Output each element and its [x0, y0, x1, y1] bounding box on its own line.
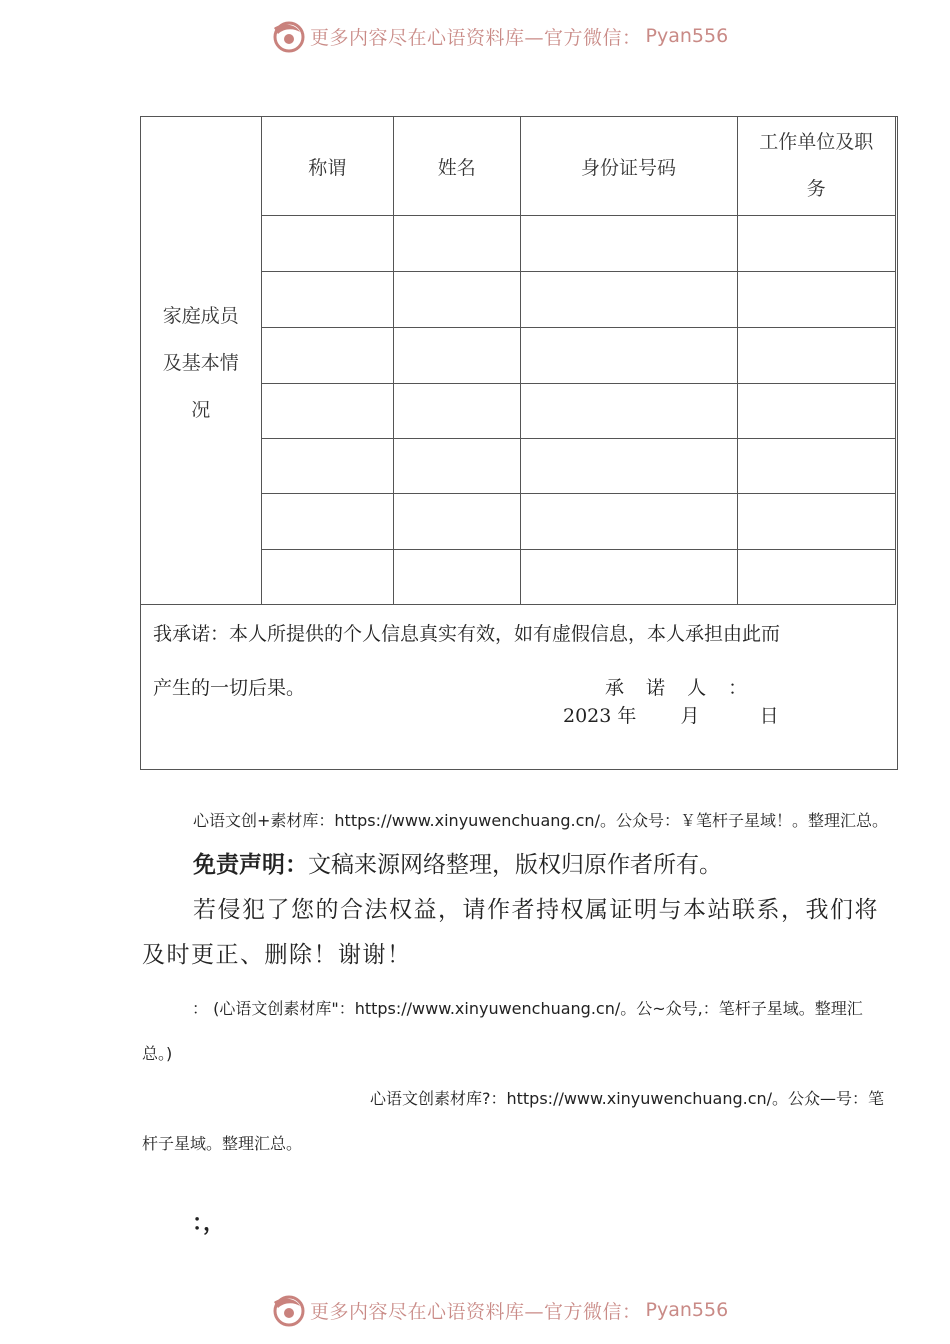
table-cell[interactable] [520, 550, 737, 605]
disclaimer-label: 免责声明： [193, 852, 308, 878]
table-cell[interactable] [394, 550, 521, 605]
table-cell[interactable] [520, 494, 737, 550]
footer-watermark [270, 1290, 790, 1330]
table-cell[interactable] [261, 216, 393, 272]
header-name: 姓名 [394, 117, 521, 216]
table-cell[interactable] [737, 384, 895, 439]
pledge-signer-label: 承 诺 人 ： [605, 677, 756, 699]
date-year: 2023 年 [563, 705, 637, 727]
family-members-table [140, 116, 896, 605]
table-cell[interactable] [737, 550, 895, 605]
table-cell[interactable] [520, 328, 737, 384]
table-cell[interactable] [737, 272, 895, 328]
table-cell[interactable] [261, 494, 393, 550]
table-cell[interactable] [520, 272, 737, 328]
table-cell[interactable] [261, 550, 393, 605]
table-cell[interactable] [261, 272, 393, 328]
pledge-section [141, 603, 897, 769]
table-cell[interactable] [520, 216, 737, 272]
table-cell[interactable] [394, 494, 521, 550]
side-label-line: 况 [191, 399, 211, 421]
table-cell[interactable] [394, 216, 521, 272]
source-note-1: 心语文创+素材库：https://www.xinyuwenchuang.cn/。公众号：￥笔杆子星域！。整理汇总。 [193, 811, 888, 830]
table-cell[interactable] [394, 272, 521, 328]
table-cell[interactable] [261, 439, 393, 494]
header-relation: 称谓 [261, 117, 393, 216]
table-cell[interactable] [520, 439, 737, 494]
trailing-punctuation: ：， [192, 1211, 226, 1236]
header-id-number: 身份证号码 [520, 117, 737, 216]
table-cell[interactable] [737, 494, 895, 550]
banner-wechat-id: Pyan556 [645, 1299, 729, 1321]
disclaimer-text: 文稿来源网络整理，版权归原作者所有。 [308, 852, 722, 878]
infringement-paragraph: 若侵犯了您的合法权益，请作者持权属证明与本站联系，我们将及时更正、删除！谢谢！ [142, 897, 879, 968]
pledge-line-1: 我承诺：本人所提供的个人信息真实有效，如有虚假信息，本人承担由此而 [153, 623, 781, 645]
side-label-line: 家庭成员 [162, 305, 239, 327]
date-day: 日 [759, 705, 779, 727]
source-note-2: ： (心语文创素材库"：https://www.xinyuwenchuang.cn/。公~众号,：笔杆子星域。整理汇总。) [142, 999, 863, 1063]
disclaimer [193, 846, 722, 879]
table-cell[interactable] [394, 328, 521, 384]
table-cell[interactable] [394, 439, 521, 494]
header-watermark [270, 16, 790, 56]
side-label-line: 及基本情 [162, 352, 239, 374]
banner-text: 更多内容尽在心语资料库—官方微信： [310, 26, 642, 49]
banner-wechat-id: Pyan556 [645, 25, 729, 47]
family-info-form [140, 116, 898, 770]
table-cell[interactable] [394, 384, 521, 439]
header-employer-line: 务 [806, 178, 826, 200]
brand-logo-icon [270, 18, 306, 54]
table-cell[interactable] [520, 384, 737, 439]
table-cell[interactable] [261, 328, 393, 384]
source-note-3: 心语文创素材库?：https://www.xinyuwenchuang.cn/。公众—号：笔杆子星域。整理汇总。 [142, 1089, 885, 1153]
pledge-date [563, 701, 779, 728]
table-cell[interactable] [737, 216, 895, 272]
table-cell[interactable] [261, 384, 393, 439]
side-label-cell [141, 117, 262, 605]
banner-text: 更多内容尽在心语资料库—官方微信： [310, 1300, 642, 1323]
brand-logo-icon [270, 1292, 306, 1328]
header-employer-position [737, 117, 895, 216]
header-employer-line: 工作单位及职 [759, 131, 874, 153]
pledge-line-2: 产生的一切后果。 [153, 677, 306, 699]
table-cell[interactable] [737, 328, 895, 384]
table-cell[interactable] [737, 439, 895, 494]
date-month: 月 [680, 705, 700, 727]
